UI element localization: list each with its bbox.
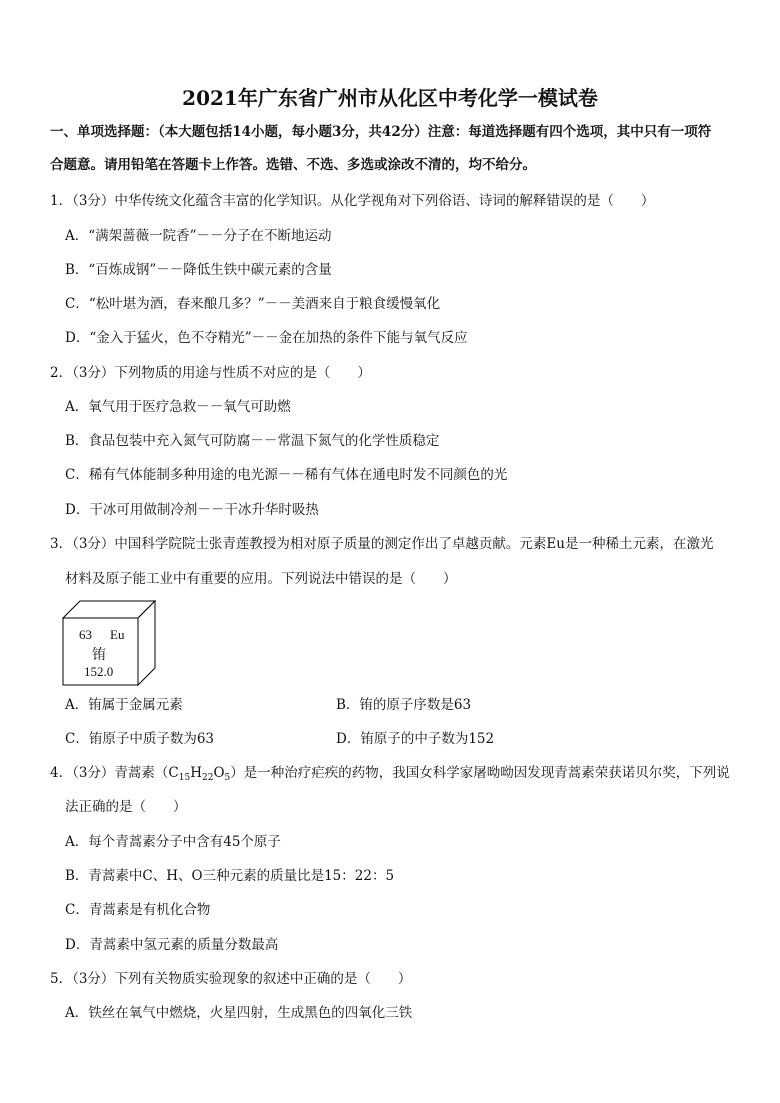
element-cell-europium xyxy=(62,600,156,686)
question-1-option-a: A．“满架蔷薇一院香”－－分子在不断地运动 xyxy=(65,228,332,244)
page-title: 2021年广东省广州市从化区中考化学一模试卷 xyxy=(182,86,598,110)
question-4-option-c: C．青蒿素是有机化合物 xyxy=(65,902,211,918)
question-1-stem: 1．（3分）中华传统文化蕴含丰富的化学知识。从化学视角对下列俗语、诗词的解释错误的是（ ） xyxy=(50,193,655,209)
question-1-option-b: B．“百炼成钢”－－降低生铁中碳元素的含量 xyxy=(65,262,332,278)
formula-o-subscript: 5 xyxy=(224,773,231,783)
section-heading-line-1: 一、单项选择题：（本大题包括14小题，每小题3分，共42分）注意：每道选择题有四个选项，其中只有一项符 xyxy=(50,124,712,140)
element-atomic-number: 63 xyxy=(79,627,92,642)
question-5-stem: 5．（3分）下列有关物质实验现象的叙述中正确的是（ ） xyxy=(50,971,412,987)
element-symbol: Eu xyxy=(110,627,125,642)
question-2-option-d: D．干冰可用做制冷剂－－干冰升华时吸热 xyxy=(65,502,319,518)
formula-c-subscript: 15 xyxy=(178,773,191,783)
question-4-stem-prefix: 4．（3分）青蒿素（C xyxy=(50,765,179,781)
question-4-stem-line-2: 法正确的是（ ） xyxy=(65,799,187,815)
question-4-option-b: B．青蒿素中C、H、O三种元素的质量比是15：22：5 xyxy=(65,868,395,884)
question-2-stem: 2．（3分）下列物质的用途与性质不对应的是（ ） xyxy=(50,365,371,381)
question-4-option-a: A．每个青蒿素分子中含有45个原子 xyxy=(65,834,281,850)
question-2-option-b: B．食品包装中充入氮气可防腐－－常温下氮气的化学性质稳定 xyxy=(65,433,440,449)
formula-h: H xyxy=(190,765,202,781)
section-heading xyxy=(50,116,740,182)
question-5-option-a: A．铁丝在氧气中燃烧，火星四射，生成黑色的四氧化三铁 xyxy=(65,1005,413,1021)
question-2-option-c: C．稀有气体能制多种用途的电光源－－稀有气体在通电时发不同颜色的光 xyxy=(65,467,508,483)
question-3-option-c: C．铕原子中质子数为63 xyxy=(65,731,215,747)
question-4-stem-line-1 xyxy=(50,763,730,783)
question-1-option-c: C．“松叶堪为酒，春来酿几多？”－－美酒来自于粮食缓慢氧化 xyxy=(65,296,441,312)
element-atomic-mass: 152.0 xyxy=(84,664,114,679)
question-1-option-d: D．“金入于猛火，色不夺精光”－－金在加热的条件下能与氧气反应 xyxy=(65,330,468,346)
formula-o: O xyxy=(213,765,225,781)
formula-h-subscript: 22 xyxy=(202,773,214,783)
element-name: 铕 xyxy=(92,648,106,663)
question-3-option-b: B．铕的原子序数是63 xyxy=(336,697,472,713)
question-3-stem-line-2: 材料及原子能工业中有重要的应用。下列说法中错误的是（ ） xyxy=(65,571,457,587)
question-3-option-a: A．铕属于金属元素 xyxy=(65,697,183,713)
question-4-stem-suffix: ）是一种治疗疟疾的药物，我国女科学家屠呦呦因发现青蒿素荣获诺贝尔奖，下列说 xyxy=(230,765,730,781)
question-3-stem-line-1: 3．（3分）中国科学院院士张青莲教授为相对原子质量的测定作出了卓越贡献。元素Eu是一种稀土元素，在激光 xyxy=(50,536,714,552)
question-4-option-d: D．青蒿素中氢元素的质量分数最高 xyxy=(65,937,279,953)
question-3-option-d: D．铕原子的中子数为152 xyxy=(336,731,495,747)
question-2-option-a: A．氧气用于医疗急救－－氧气可助燃 xyxy=(65,399,291,415)
section-heading-line-2: 合题意。请用铅笔在答题卡上作答。选错、不选、多选或涂改不清的，均不给分。 xyxy=(50,157,536,173)
